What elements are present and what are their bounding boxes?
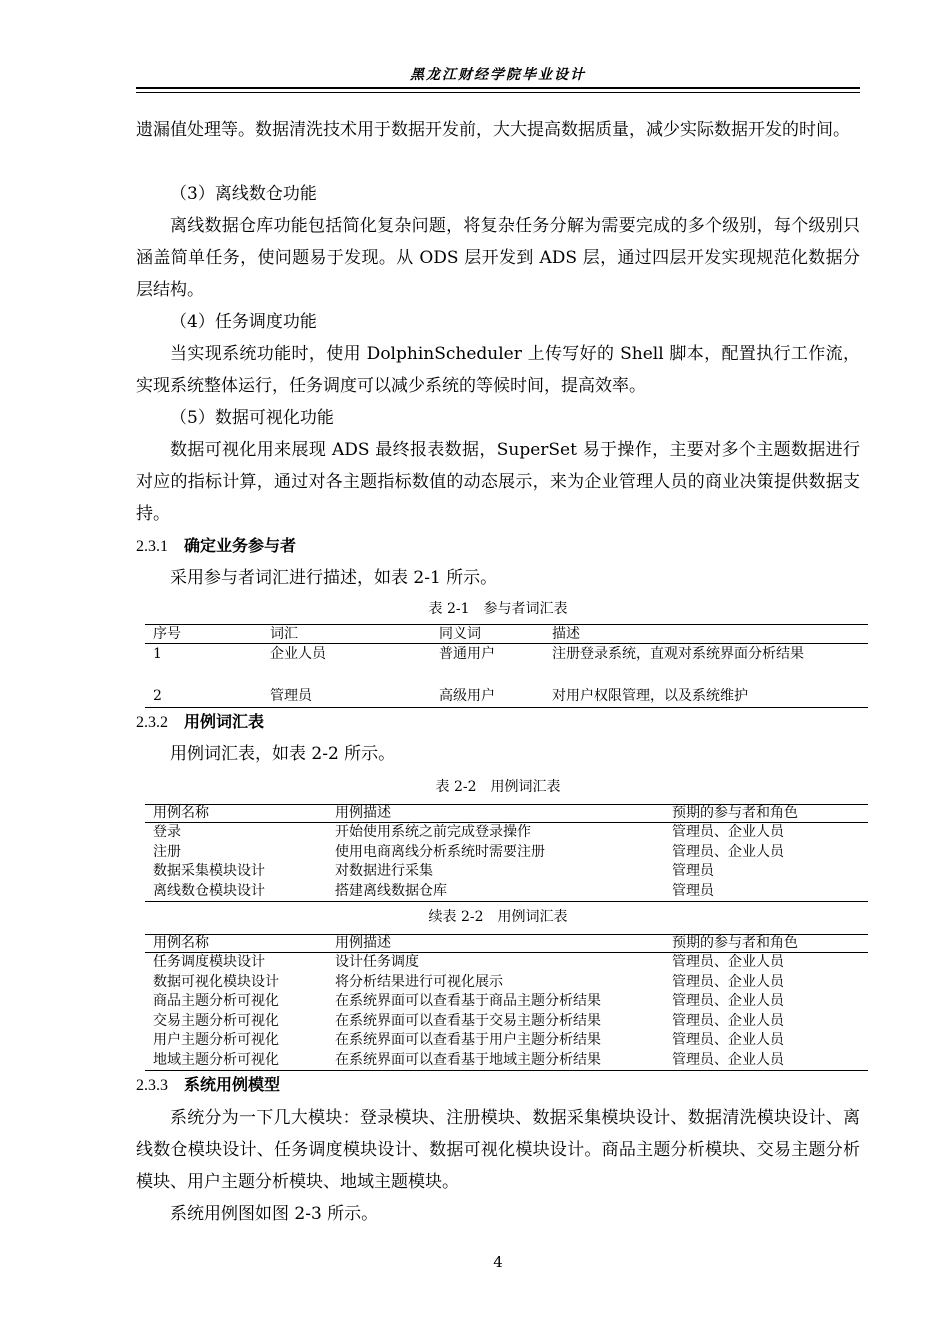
table-cell: 管理员、企业人员 [664, 1051, 868, 1071]
table-row [145, 953, 868, 973]
table-cell: 登录 [153, 824, 181, 840]
table-cell: 在系统界面可以查看基于用户主题分析结果 [335, 1032, 601, 1048]
paragraph: 系统用例图如图 2-3 所示。 [170, 1204, 379, 1224]
page-header: 黑龙江财经学院毕业设计 [410, 67, 586, 83]
column-header: 用例描述 [327, 805, 664, 823]
table-row [145, 823, 868, 843]
paragraph: 系统分为一下几大模块：登录模块、注册模块、数据采集模块设计、数据清洗模块设计、离线数仓模块设计、任务调度模块设计、数据可视化模块设计。商品主题分析模块、交易主题分析模块、用户主题分析模块、地域主题模块。 [136, 1108, 860, 1192]
table-cell: 数据采集模块设计 [153, 863, 265, 879]
table-cell: 普通用户 [439, 646, 495, 662]
participant-table [145, 624, 868, 708]
table-cell: 交易主题分析可视化 [153, 1012, 279, 1029]
table-caption: 表 2-1 参与者词汇表 [428, 601, 568, 617]
table-cell: 使用电商离线分析系统时需要注册 [335, 843, 545, 860]
table-caption: 续表 2-2 用例词汇表 [428, 909, 568, 925]
column-header: 用例名称 [145, 935, 327, 953]
table-header-row [145, 805, 868, 823]
table-cell: 搭建离线数据仓库 [327, 882, 664, 902]
table-caption: 表 2-2 用例词汇表 [435, 779, 561, 795]
paragraph: 用例词汇表，如表 2-2 所示。 [170, 744, 396, 764]
section-heading-2-3-1 [136, 534, 296, 559]
use-case-table [145, 804, 868, 902]
table-cell: 在系统界面可以查看基于商品主题分析结果 [335, 993, 601, 1009]
section-title: 确定业务参与者 [184, 536, 297, 555]
table-row [145, 1051, 868, 1071]
table-cell: 管理员、企业人员 [672, 843, 784, 860]
table-cell: 任务调度模块设计 [153, 954, 265, 970]
table-row [145, 1012, 868, 1032]
table-row [145, 1031, 868, 1051]
table-row [145, 992, 868, 1012]
column-header: 用例名称 [145, 805, 327, 823]
table-row [145, 686, 868, 708]
table-header-row [145, 935, 868, 953]
table-header-row [145, 625, 868, 644]
table-cell: 对用户权限管理，以及系统维护 [544, 686, 868, 708]
section-heading-2-3-3 [136, 1073, 280, 1098]
subsection-label: （3）离线数仓功能 [170, 184, 317, 204]
table-cell: 1 [153, 646, 162, 662]
table-cell: 管理员 [672, 863, 714, 879]
paragraph: 采用参与者词汇进行描述，如表 2-1 所示。 [170, 568, 498, 588]
table-cell: 商品主题分析可视化 [153, 993, 279, 1009]
table-cell: 在系统界面可以查看基于地域主题分析结果 [327, 1051, 664, 1071]
column-header: 预期的参与者和角色 [664, 935, 868, 953]
column-header: 序号 [145, 625, 262, 644]
section-number: 2.3.1 [136, 538, 168, 555]
table-cell: 管理员 [262, 686, 431, 708]
table-cell: 高级用户 [431, 686, 544, 708]
page-number: 4 [493, 1253, 503, 1271]
paragraph: 离线数据仓库功能包括简化复杂问题，将复杂任务分解为需要完成的多个级别，每个级别只涵盖简单任务，使问题易于发现。从 ODS 层开发到 ADS 层，通过四层开发实现规范化数据分层结构。 [136, 216, 860, 300]
table-cell: 将分析结果进行可视化展示 [335, 973, 503, 990]
section-title: 用例词汇表 [184, 712, 265, 731]
column-header: 描述 [544, 625, 868, 644]
paragraph: 数据可视化用来展现 ADS 最终报表数据，SuperSet 易于操作，主要对多个主题数据进行对应的指标计算，通过对各主题指标数值的动态展示，来为企业管理人员的商业决策提供数据支持。 [136, 440, 860, 524]
header-rule-thin [136, 92, 860, 93]
paragraph: 当实现系统功能时，使用 DolphinScheduler 上传写好的 Shell 脚本，配置执行工作流，实现系统整体运行，任务调度可以减少系统的等候时间，提高效率。 [136, 344, 860, 396]
table-cell: 在系统界面可以查看基于交易主题分析结果 [335, 1012, 601, 1029]
table-cell: 地域主题分析可视化 [145, 1051, 327, 1071]
column-header: 预期的参与者和角色 [664, 805, 868, 823]
table-cell: 管理员、企业人员 [672, 993, 784, 1009]
table-cell: 设计任务调度 [335, 954, 419, 970]
table-cell: 数据可视化模块设计 [153, 973, 279, 990]
header-rule-thick [136, 87, 860, 89]
column-header: 词汇 [262, 625, 431, 644]
table-cell: 企业人员 [270, 646, 326, 662]
table-cell: 2 [145, 686, 262, 708]
subsection-label: （5）数据可视化功能 [170, 408, 334, 428]
table-row [145, 862, 868, 882]
table-cell: 开始使用系统之前完成登录操作 [335, 824, 531, 840]
table-cell: 注册 [153, 843, 181, 860]
table-cell: 离线数仓模块设计 [145, 882, 327, 902]
subsection-label: （4）任务调度功能 [170, 312, 317, 332]
table-cell: 管理员、企业人员 [672, 1032, 784, 1048]
table-cell: 管理员、企业人员 [672, 824, 784, 840]
section-heading-2-3-2 [136, 710, 264, 735]
table-row [145, 644, 868, 687]
section-title: 系统用例模型 [184, 1075, 281, 1094]
paragraph: 遗漏值处理等。数据清洗技术用于数据开发前，大大提高数据质量，减少实际数据开发的时间。 [136, 120, 850, 140]
table-cell: 管理员、企业人员 [672, 1012, 784, 1029]
table-cell: 注册登录系统，直观对系统界面分析结果 [552, 646, 804, 662]
table-row [145, 843, 868, 863]
column-header: 同义词 [431, 625, 544, 644]
column-header: 用例描述 [327, 935, 664, 953]
table-row [145, 882, 868, 902]
table-cell: 管理员 [664, 882, 868, 902]
table-cell: 管理员、企业人员 [672, 973, 784, 990]
table-row [145, 973, 868, 993]
table-cell: 用户主题分析可视化 [153, 1032, 279, 1048]
table-cell: 对数据进行采集 [335, 863, 433, 879]
section-number: 2.3.3 [136, 1077, 168, 1094]
section-number: 2.3.2 [136, 714, 168, 731]
table-cell: 管理员、企业人员 [672, 954, 784, 970]
use-case-table-continued [145, 934, 868, 1071]
